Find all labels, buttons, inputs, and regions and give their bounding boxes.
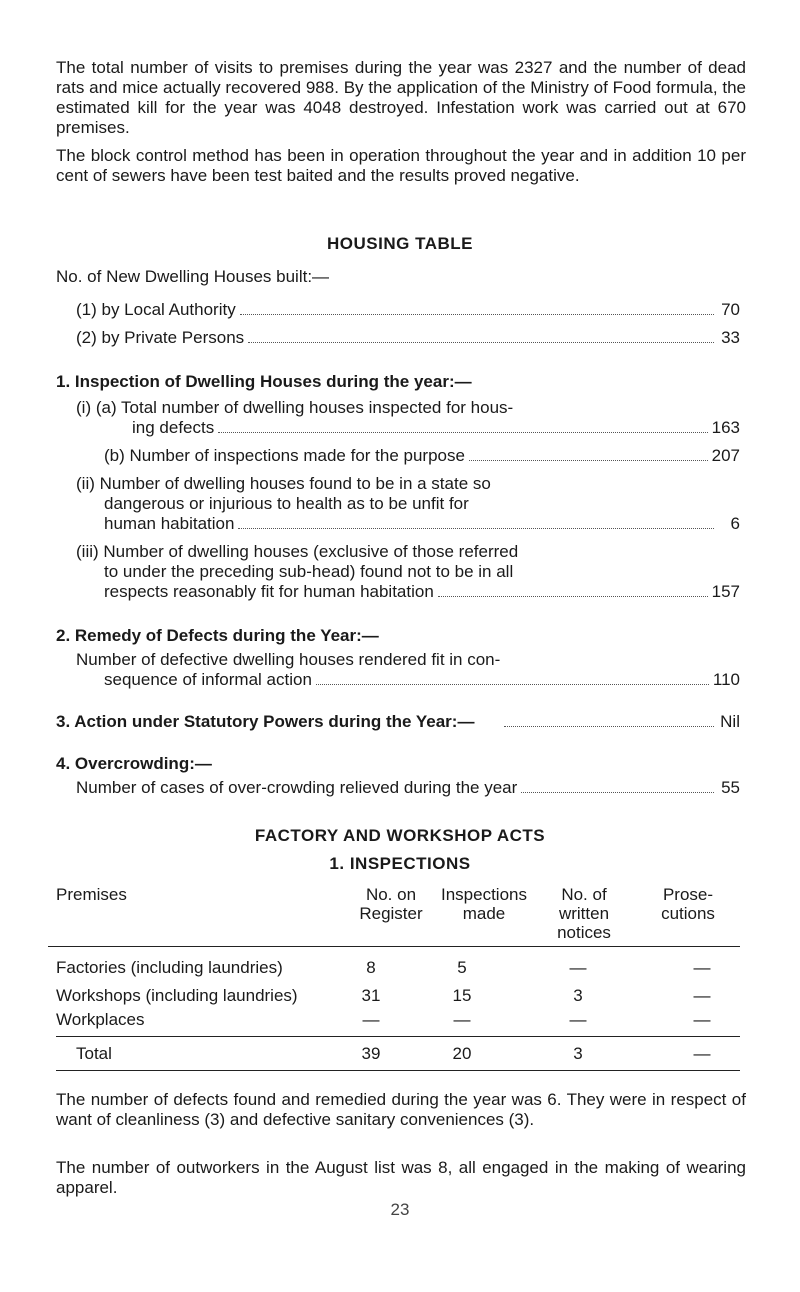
page-number: 23	[390, 1200, 410, 1219]
row-premises: Factories (including laundries)	[56, 958, 283, 977]
s1-ii-row	[104, 514, 740, 534]
total-register: 39	[361, 1044, 381, 1063]
row-value: 163	[711, 418, 740, 437]
s2-line1: Number of defective dwelling houses rendered fit in con-	[76, 650, 501, 669]
row-label: ing defects	[132, 418, 215, 437]
row-value: Nil	[720, 712, 740, 731]
leader-dots	[469, 459, 708, 461]
col-header-premises: Premises	[56, 885, 127, 904]
row-value: 55	[721, 778, 740, 797]
s1-iii-line1: (iii) Number of dwelling houses (exclusive of those referred	[76, 542, 519, 561]
s1-iii-line2: to under the preceding sub-head) found not to be in all	[104, 562, 514, 581]
s1-i-a-line1: (i) (a) Total number of dwelling houses inspected for hous-	[76, 398, 514, 417]
row-notices: 3	[573, 986, 583, 1005]
built-by-local-authority-row	[76, 300, 740, 320]
total-prosecutions: —	[693, 1044, 711, 1063]
outworkers-paragraph: The number of outworkers in the August list was 8, all engaged in the making of wearing apparel.	[56, 1158, 746, 1197]
row-premises: Workplaces	[56, 1010, 145, 1029]
section-1-heading: 1. Inspection of Dwelling Houses during the year:—	[56, 372, 472, 391]
row-prosecutions: —	[693, 986, 711, 1005]
defects-paragraph: The number of defects found and remedied during the year was 6. They were in respect of want of cleanliness (3) and defective sanitary conveniences (3).	[56, 1090, 746, 1129]
row-inspections: —	[453, 1010, 471, 1029]
leader-dots	[238, 527, 714, 529]
leader-dots	[504, 725, 714, 727]
inspections-subtitle: 1. INSPECTIONS	[329, 854, 471, 873]
section-4-heading: 4. Overcrowding:—	[56, 754, 212, 773]
row-value: 207	[711, 446, 740, 465]
intro-paragraph-block-control: The block control method has been in operation throughout the year and in addition 10 per cent of sewers have been test baited and the results proved negative.	[56, 146, 746, 185]
row-label: (2) by Private Persons	[76, 328, 245, 347]
row-value: 70	[721, 300, 740, 319]
row-value: 110	[712, 670, 740, 689]
col-header-notices: No. of written notices	[557, 885, 611, 942]
row-value: 157	[711, 582, 740, 601]
row-prosecutions: —	[693, 958, 711, 977]
section-2-heading: 2. Remedy of Defects during the Year:—	[56, 626, 379, 645]
col-header-inspections: Inspections made	[441, 885, 527, 923]
housing-table-title: HOUSING TABLE	[327, 234, 473, 253]
row-value: 33	[721, 328, 740, 347]
s4-row	[76, 778, 740, 798]
s1-iii-row	[104, 582, 740, 602]
section-3-heading: 3. Action under Statutory Powers during the Year:—	[56, 712, 475, 731]
s1-ii-line1: (ii) Number of dwelling houses found to be in a state so	[76, 474, 491, 493]
row-label: sequence of informal action	[104, 670, 312, 689]
section-3-row	[56, 712, 740, 732]
s2-row	[104, 670, 740, 690]
leader-dots	[438, 595, 708, 597]
s1-i-b-row	[104, 446, 740, 466]
row-register: 31	[361, 986, 381, 1005]
leader-dots	[316, 683, 709, 685]
leader-dots	[248, 341, 714, 343]
leader-dots	[521, 791, 714, 793]
table-total-rule-bottom	[56, 1070, 740, 1071]
row-label: Number of cases of over-crowding relieved during the year	[76, 778, 518, 797]
col-header-prosecutions: Prose- cutions	[661, 885, 715, 923]
s1-ii-line2: dangerous or injurious to health as to be unfit for	[104, 494, 469, 513]
leader-dots	[218, 431, 707, 433]
row-notices: —	[569, 958, 587, 977]
new-dwellings-label: No. of New Dwelling Houses built:—	[56, 267, 330, 286]
row-value: 6	[730, 514, 740, 533]
row-register: 8	[366, 958, 376, 977]
row-inspections: 5	[457, 958, 467, 977]
s1-i-a-row	[132, 418, 740, 438]
leader-dots	[240, 313, 714, 315]
col-header-register: No. on Register	[359, 885, 423, 923]
row-label: respects reasonably fit for human habitation	[104, 582, 434, 601]
row-label: human habitation	[104, 514, 235, 533]
table-header-rule	[48, 946, 740, 947]
row-prosecutions: —	[693, 1010, 711, 1029]
table-total-rule-top	[56, 1036, 740, 1037]
intro-paragraph-rats: The total number of visits to premises during the year was 2327 and the number of dead rats and mice actually recovered 988. By the application of the Ministry of Food formula, the estimated kill for the year was 4048 destroyed. Infestation work was carried out at 670 premises.	[56, 58, 746, 137]
row-premises: Workshops (including laundries)	[56, 986, 298, 1005]
row-inspections: 15	[452, 986, 472, 1005]
row-register: —	[362, 1010, 380, 1029]
total-notices: 3	[573, 1044, 583, 1063]
row-label: (b) Number of inspections made for the purpose	[104, 446, 465, 465]
total-inspections: 20	[452, 1044, 472, 1063]
built-by-private-persons-row	[76, 328, 740, 348]
row-notices: —	[569, 1010, 587, 1029]
row-label: (1) by Local Authority	[76, 300, 236, 319]
factory-acts-title: FACTORY AND WORKSHOP ACTS	[254, 826, 546, 845]
total-label: Total	[76, 1044, 112, 1063]
